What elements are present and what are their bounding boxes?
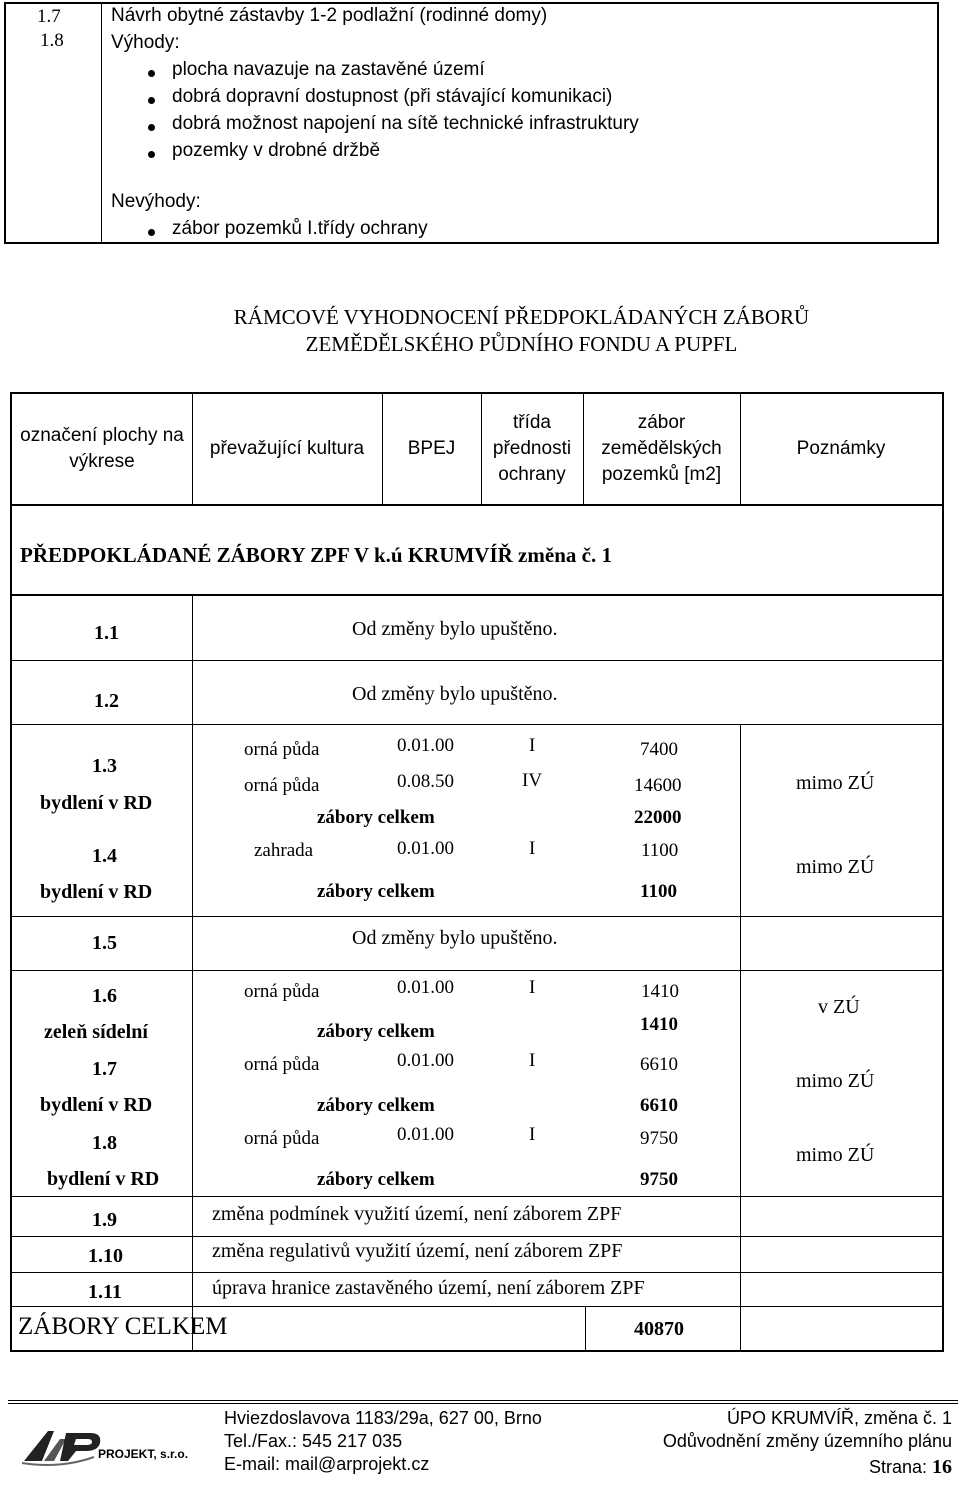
row-id: 1.8 xyxy=(92,1132,117,1154)
advantage-item: dobrá možnost napojení na sítě technické infrastruktury xyxy=(172,113,639,134)
footer-phone: Tel./Fax.: 545 217 035 xyxy=(224,1431,403,1451)
protection-class: I xyxy=(529,838,536,859)
row-text: Od změny bylo upuštěno. xyxy=(352,683,558,705)
row-use: bydlení v RD xyxy=(40,792,153,814)
protection-class: I xyxy=(529,977,536,998)
row-divider xyxy=(11,1306,943,1307)
footer-rule xyxy=(8,1400,958,1401)
row-divider xyxy=(11,1196,943,1197)
bullet-icon xyxy=(148,97,155,104)
protection-class: I xyxy=(529,1124,536,1145)
column-header-culture: převažující kultura xyxy=(209,438,365,459)
area: 1410 xyxy=(641,981,679,1002)
culture: orná půda xyxy=(244,739,320,760)
footer-page xyxy=(869,1456,952,1479)
total-value: 22000 xyxy=(634,807,682,828)
row-id: 1.9 xyxy=(92,1209,117,1231)
protection-class: I xyxy=(529,1050,536,1071)
table-body xyxy=(10,594,944,1352)
column-header-bpej: BPEJ xyxy=(407,438,456,459)
row-use: bydlení v RD xyxy=(40,881,153,903)
disadvantages-label: Nevýhody: xyxy=(111,191,201,212)
total-label: zábory celkem xyxy=(317,1095,435,1116)
bpej: 0.01.00 xyxy=(397,977,454,998)
culture: orná půda xyxy=(244,775,320,796)
top-box-number-1: 1.7 xyxy=(37,6,61,27)
advantages-label: Výhody: xyxy=(111,32,180,53)
row-id: 1.4 xyxy=(92,845,117,867)
top-box-number-2: 1.8 xyxy=(40,30,64,51)
header-divider xyxy=(481,393,482,505)
total-value: 9750 xyxy=(640,1169,678,1190)
body-divider-notes xyxy=(740,724,741,1350)
advantage-item: plocha navazuje na zastavěné území xyxy=(172,59,485,80)
header-divider xyxy=(192,393,193,505)
area: 9750 xyxy=(640,1128,678,1149)
header-divider xyxy=(583,393,584,505)
total-value: 1410 xyxy=(640,1014,678,1035)
footer-address: Hviezdoslavova 1183/29a, 627 00, Brno xyxy=(224,1408,542,1428)
row-id: 1.3 xyxy=(92,755,117,777)
row-id: 1.1 xyxy=(94,622,119,644)
row-text: Od změny bylo upuštěno. xyxy=(352,927,558,949)
culture: orná půda xyxy=(244,1128,320,1149)
total-divider xyxy=(585,1306,586,1350)
area: 6610 xyxy=(640,1054,678,1075)
row-use: bydlení v RD xyxy=(40,1094,153,1116)
row-divider xyxy=(11,1272,943,1273)
protection-class: I xyxy=(529,735,536,756)
row-note: mimo ZÚ xyxy=(796,1144,875,1166)
top-box-divider xyxy=(101,3,102,243)
row-divider xyxy=(11,724,943,725)
protection-class: IV xyxy=(522,770,543,791)
row-id: 1.7 xyxy=(92,1058,117,1080)
row-text: změna podmínek využití území, není záborem ZPF xyxy=(212,1203,622,1225)
footer-doc-title: ÚPO KRUMVÍŘ, změna č. 1 xyxy=(726,1408,952,1428)
page-number: 16 xyxy=(932,1456,952,1478)
row-use: zeleň sídelní xyxy=(44,1021,148,1043)
grand-total-label: ZÁBORY CELKEM xyxy=(18,1313,228,1340)
area: 14600 xyxy=(634,775,682,796)
column-header-plot: označení plochy na výkrese xyxy=(20,425,184,472)
row-text: úprava hranice zastavěného území, není záborem ZPF xyxy=(212,1277,645,1299)
row-note: mimo ZÚ xyxy=(796,856,875,878)
bpej: 0.01.00 xyxy=(397,735,454,756)
row-id: 1.2 xyxy=(94,690,119,712)
grand-total-value: 40870 xyxy=(634,1318,684,1340)
bpej: 0.08.50 xyxy=(397,771,454,792)
row-note: mimo ZÚ xyxy=(796,772,875,794)
row-divider xyxy=(11,660,943,661)
disadvantage-item: zábor pozemků I.třídy ochrany xyxy=(172,218,428,239)
advantage-item: dobrá dopravní dostupnost (při stávající komunikaci) xyxy=(172,86,613,107)
page-heading-line-2: ZEMĚDĚLSKÉHO PŮDNÍHO FONDU A PUPFL xyxy=(305,332,738,356)
row-id: 1.10 xyxy=(88,1245,123,1267)
row-note: v ZÚ xyxy=(818,996,860,1018)
bpej: 0.01.00 xyxy=(397,838,454,859)
page-heading-line-1: RÁMCOVÉ VYHODNOCENÍ PŘEDPOKLÁDANÝCH ZÁBORŮ xyxy=(233,305,810,329)
row-text: změna regulativů využití území, není záborem ZPF xyxy=(212,1240,623,1262)
footer-doc-subtitle: Odůvodnění změny územního plánu xyxy=(662,1431,952,1451)
section-title: PŘEDPOKLÁDANÉ ZÁBORY ZPF V k.ú KRUMVÍŘ změna č. 1 xyxy=(20,543,612,567)
company-logo-text: PROJEKT, s.r.o. xyxy=(98,1447,189,1461)
bullet-icon xyxy=(148,124,155,131)
bullet-icon xyxy=(148,229,155,236)
page-label: Strana: xyxy=(868,1457,927,1477)
bpej: 0.01.00 xyxy=(397,1124,454,1145)
culture: orná půda xyxy=(244,981,320,1002)
column-header-class: třída přednosti ochrany xyxy=(492,412,572,485)
bpej: 0.01.00 xyxy=(397,1050,454,1071)
area: 1100 xyxy=(641,840,679,861)
bullet-icon xyxy=(148,151,155,158)
column-header-area: zábor zemědělských pozemků [m2] xyxy=(601,412,722,485)
total-value: 1100 xyxy=(640,881,677,902)
footer-email: E-mail: mail@arprojekt.cz xyxy=(224,1454,430,1474)
row-divider xyxy=(11,1236,943,1237)
total-value: 6610 xyxy=(640,1095,678,1116)
row-id: 1.6 xyxy=(92,985,117,1007)
header-divider xyxy=(382,393,383,505)
total-label: zábory celkem xyxy=(317,881,435,902)
row-id: 1.5 xyxy=(92,932,117,954)
advantage-item: pozemky v drobné držbě xyxy=(172,140,381,161)
row-id: 1.11 xyxy=(88,1281,122,1303)
footer-rule-2 xyxy=(8,1403,958,1404)
row-note: mimo ZÚ xyxy=(796,1070,875,1092)
culture: orná půda xyxy=(244,1054,320,1075)
row-use: bydlení v RD xyxy=(47,1168,160,1190)
culture: zahrada xyxy=(254,840,314,861)
row-divider xyxy=(11,970,943,971)
row-divider xyxy=(11,916,943,917)
total-label: zábory celkem xyxy=(317,1169,435,1190)
area: 7400 xyxy=(640,739,678,760)
total-label: zábory celkem xyxy=(317,807,435,828)
total-label: zábory celkem xyxy=(317,1021,435,1042)
company-logo xyxy=(20,1425,200,1469)
column-header-notes: Poznámky xyxy=(796,438,886,459)
header-divider xyxy=(740,393,741,505)
row-text: Od změny bylo upuštěno. xyxy=(352,618,558,640)
bullet-icon xyxy=(148,70,155,77)
top-box-title: Návrh obytné zástavby 1-2 podlažní (rodinné domy) xyxy=(111,5,548,26)
